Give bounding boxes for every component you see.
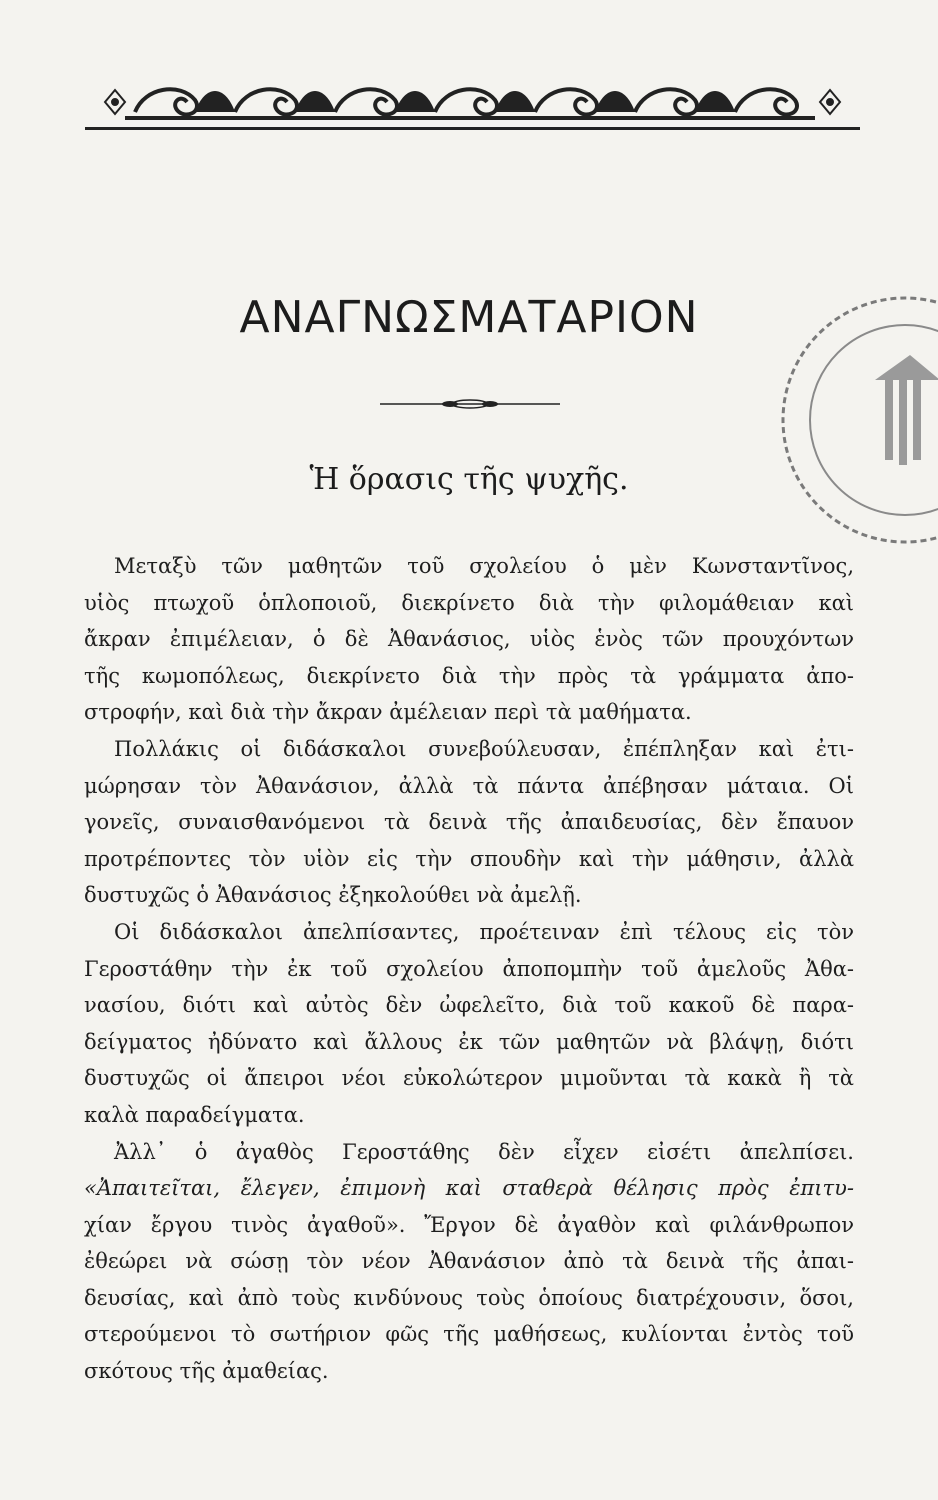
text-line: δείγματος ἠδύνατο καὶ ἄλλους ἐκ τῶν μαθητῶν νὰ βλάψῃ, διότι xyxy=(84,1029,854,1054)
body-text xyxy=(84,548,854,1390)
text-line: ἄκραν ἐπιμέλειαν, ὁ δὲ Ἀθανάσιος, υἱὸς ἑνὸς τῶν προυχόντων xyxy=(84,627,854,652)
library-stamp xyxy=(765,280,938,565)
text-line: μώρησαν τὸν Ἀθανάσιον, ἀλλὰ τὰ πάντα ἀπέβησαν μάταια. Οἱ xyxy=(84,773,854,798)
text-line: Ἀλλ᾽ ὁ ἀγαθὸς Γεροστάθης δὲν εἶχεν εἰσέτι ἀπελπίσει. xyxy=(114,1139,854,1164)
chapter-title: Ἡ ὅρασις τῆς ψυχῆς. xyxy=(309,462,629,497)
text-line: χίαν ἔργου τινὸς ἀγαθοῦ». Ἔργον δὲ ἀγαθὸν καὶ φιλάνθρωπον xyxy=(84,1212,854,1237)
text-line: προτρέποντες τὸν υἱὸν εἰς τὴν σπουδὴν καὶ τὴν μάθησιν, ἀλλὰ xyxy=(84,846,854,871)
text-line: σκότους τῆς ἀμαθείας. xyxy=(84,1359,329,1384)
text-line: Οἱ διδάσκαλοι ἀπελπίσαντες, προέτειναν ἐπὶ τέλους εἰς τὸν xyxy=(114,919,854,944)
text-line: Μεταξὺ τῶν μαθητῶν τοῦ σχολείου ὁ μὲν Κωνσταντῖνος, xyxy=(114,554,854,578)
text-line: Γεροστάθην τὴν ἐκ τοῦ σχολείου ἀποπομπὴν τοῦ ἀμελοῦς Ἀθα- xyxy=(84,956,854,981)
ornamental-divider xyxy=(380,396,560,412)
text-line: «Ἀπαιτεῖται, ἔλεγεν, ἐπιμονὴ καὶ σταθερὰ θέλησις πρὸς ἐπιτυ- xyxy=(84,1176,854,1201)
text-line: δευσίας, καὶ ἀπὸ τοὺς κινδύνους τοὺς ὁποίους διατρέχουσιν, ὅσοι, xyxy=(84,1285,854,1310)
text-line: Πολλάκις οἱ διδάσκαλοι συνεβούλευσαν, ἐπέπληξαν καὶ ἐτι- xyxy=(114,736,854,761)
text-line: τῆς κωμοπόλεως, διεκρίνετο διὰ τὴν πρὸς τὰ γράμματα ἀπο- xyxy=(84,663,854,688)
text-line: στερούμενοι τὸ σωτήριον φῶς τῆς μαθήσεως, κυλίονται ἐντὸς τοῦ xyxy=(84,1322,854,1347)
decorative-border-ornament xyxy=(85,72,860,134)
book-title: ΑΝΑΓΝΩΣΜΑΤΑΡΙΟΝ xyxy=(239,292,699,343)
text-line: δυστυχῶς ὁ Ἀθανάσιος ἐξηκολούθει νὰ ἀμελῇ. xyxy=(84,883,582,908)
text-line: δυστυχῶς οἱ ἄπειροι νέοι εὐκολώτερον μιμοῦνται τὰ κακὰ ἢ τὰ xyxy=(84,1066,854,1091)
text-line: στροφήν, καὶ διὰ τὴν ἄκραν ἀμέλειαν περὶ τὰ μαθήματα. xyxy=(84,700,692,725)
text-line: καλὰ παραδείγματα. xyxy=(84,1102,305,1127)
text-line: ἐθεώρει νὰ σώσῃ τὸν νέον Ἀθανάσιον ἀπὸ τὰ δεινὰ τῆς ἀπαι- xyxy=(84,1249,854,1274)
text-line: υἱὸς πτωχοῦ ὁπλοποιοῦ, διεκρίνετο διὰ τὴν φιλομάθειαν καὶ xyxy=(84,590,854,615)
text-line: γονεῖς, συναισθανόμενοι τὰ δεινὰ τῆς ἀπαιδευσίας, δὲν ἔπαυον xyxy=(84,810,854,835)
text-line: νασίου, διότι καὶ αὐτὸς δὲν ὠφελεῖτο, διὰ τοῦ κακοῦ δὲ παρα- xyxy=(84,993,854,1018)
